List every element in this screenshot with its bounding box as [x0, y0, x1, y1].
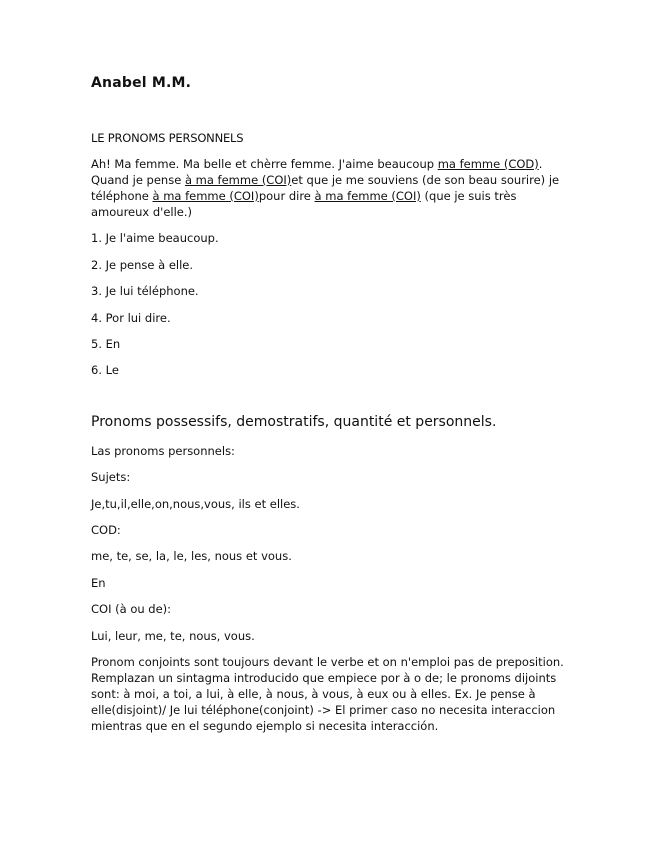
list-item: 5. En	[91, 337, 121, 351]
text-line: COD:	[91, 523, 121, 537]
text-line: Sujets:	[91, 470, 131, 484]
list-item: 1. Je l'aime beaucoup.	[91, 231, 219, 245]
underlined-coi-2: à ma femme (COI)	[152, 189, 259, 203]
text-line: Lui, leur, me, te, nous, vous.	[91, 629, 255, 643]
text-line: Je,tu,il,elle,on,nous,vous, ils et elles.	[91, 497, 300, 511]
underlined-cod: ma femme (COD)	[437, 157, 539, 171]
intro-text-1: Ah! Ma femme. Ma belle et chèrre femme. J'aime beaucoup	[91, 157, 438, 171]
section-heading-pronoms-personnels: LE PRONOMS PERSONNELS	[91, 131, 244, 145]
list-item: 3. Je lui téléphone.	[91, 284, 199, 298]
text-line: En	[91, 576, 106, 590]
intro-text-5: (que je suis très amoureux d'elle.)	[91, 189, 517, 219]
text-line: COI (à ou de):	[91, 602, 172, 616]
list-item: 2. Je pense à elle.	[91, 258, 194, 272]
section-heading-pronoms-possessifs: Pronoms possessifs, demostratifs, quantité et personnels.	[91, 414, 497, 430]
underlined-coi-3: à ma femme (COI)	[314, 189, 421, 203]
list-item: 6. Le	[91, 363, 119, 377]
author-name: Anabel M.M.	[91, 75, 192, 91]
list-item: 4. Por lui dire.	[91, 311, 171, 325]
intro-paragraph	[91, 156, 561, 220]
conjoints-paragraph: Pronom conjoints sont toujours devant le verbe et on n'emploi pas de preposition. Remplazan un sintagma introducido que empiece por à o de; le pronoms dijoints sont: à moi, a toi, a lui, à elle, à nous, à vous, à eux ou à elles. Ex. Je pense à elle(disjoint)/ Je lui téléphone(conjoint) -> El primer caso no necesita interaccion mientras que en el segundo ejemplo si necesita interacción.	[91, 655, 564, 733]
intro-text-2: . Quand je pense	[91, 157, 543, 187]
text-line: Las pronoms personnels:	[91, 444, 235, 458]
intro-text-3: et que je me souviens (de son beau sourire) je téléphone	[91, 173, 560, 203]
intro-text-4: pour dire	[258, 189, 315, 203]
text-line: me, te, se, la, le, les, nous et vous.	[91, 549, 292, 563]
underlined-coi-1: à ma femme (COI)	[184, 173, 292, 187]
